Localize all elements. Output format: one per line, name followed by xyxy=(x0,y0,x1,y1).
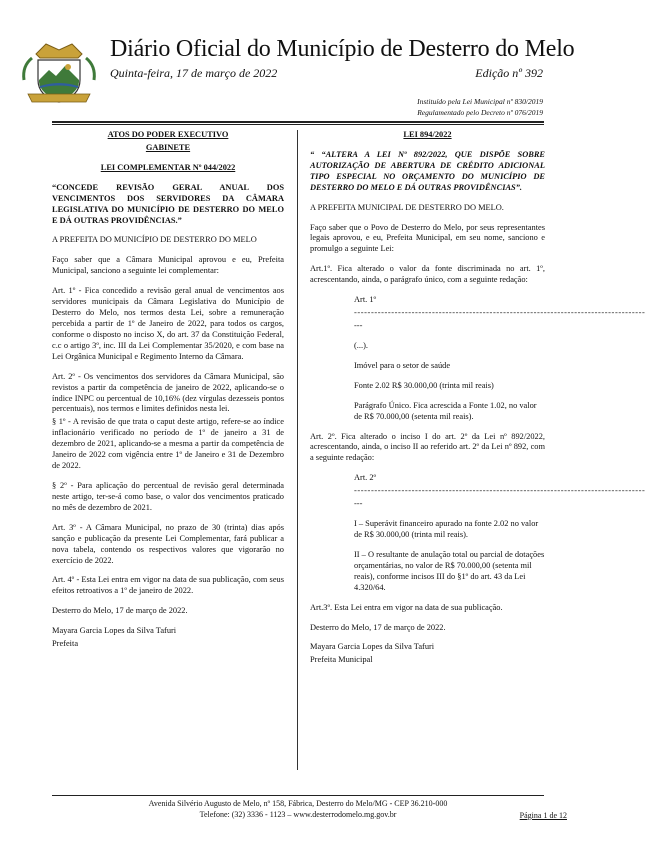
signing-place-date: Desterro do Melo, 17 de março de 2022. xyxy=(52,606,188,616)
quoted-article-1-label: Art. 1º xyxy=(354,295,377,305)
issue-date: Quinta-feira, 17 de março de 2022 xyxy=(110,66,278,80)
header-divider-thin xyxy=(52,124,544,125)
section-subtitle: GABINETE xyxy=(145,142,191,152)
municipal-coat-of-arms-icon xyxy=(18,36,100,108)
expense-item: Imóvel para o setor de saúde xyxy=(354,360,451,370)
dashed-line: -------------------------------------------------------------------------------------- xyxy=(354,308,645,318)
footer-contact: Telefone: (32) 3336 - 1123 – www.desterrodomelo.mg.gov.br xyxy=(199,810,397,819)
signer-name: Mayara Garcia Lopes da Silva Tafuri xyxy=(310,642,435,652)
page-number: Página 1 de 12 xyxy=(519,811,567,820)
signing-place-date: Desterro do Melo, 17 de março de 2022. xyxy=(310,622,446,632)
article-2-paragraph-1: § 1º - A revisão de que trata o caput deste artigo, refere-se ao índice inflacionário verificado no período de 1º de janeiro a 31 de dezembro de 2021, aplicando-se a mesma a partir da competência de Janeiro de 2022 com vigência entre 1º de Janeiro e 31 de Dezembro de 2022. xyxy=(52,417,284,471)
quoted-article-2-label: Art. 2º xyxy=(354,473,377,483)
dashed-line-end: --- xyxy=(354,499,363,509)
mayor-intro: A PREFEITA MUNICIPAL DE DESTERRO DO MELO. xyxy=(310,202,504,212)
signer-role: Prefeita xyxy=(52,639,79,649)
sole-paragraph: Parágrafo Único. Fica acrescida a Fonte 1.02, no valor de R$ 70.000,00 (setenta mil reais). xyxy=(354,400,537,421)
section-title: ATOS DO PODER EXECUTIVO xyxy=(107,130,229,139)
law-title: LEI 894/2022 xyxy=(403,130,452,139)
journal-title: Diário Oficial do Município de Desterro do Melo xyxy=(110,36,575,62)
enactment-clause: Faço saber que o Povo de Desterro do Melo, por seus representantes legais aprovou, e eu, Prefeita Municipal, em seu nome, sanciono e promulgo a seguinte Lei: xyxy=(310,222,545,254)
item-ii: II – O resultante de anulação total ou parcial de dotações orçamentárias, no valor de R$ 70.000,00 (setenta mil reais), conforme incisos III do §1º do art. 43 da Lei 4.320/64. xyxy=(354,549,545,592)
mayor-intro: A PREFEITA DO MUNICÍPIO DE DESTERRO DO MELO xyxy=(52,235,257,245)
dashed-line: -------------------------------------------------------------------------------------- xyxy=(354,486,645,496)
article-2: Art. 2º - Os vencimentos dos servidores da Câmara Municipal, são revistos a partir da competência de janeiro de 2022, aplicando-se o índice INPC ou percentual de 10,16% (dez vírgulas dezesseis pontos percentuais), nos termos e limites definidos nesta lei. xyxy=(52,371,284,414)
institution-law: Instituído pela Lei Municipal nº 830/2019 xyxy=(417,97,543,106)
law-title: LEI COMPLEMENTAR Nº 044/2022 xyxy=(100,162,236,172)
footer-address: Avenida Silvério Augusto de Melo, nº 158, Fábrica, Desterro do Melo/MG - CEP 36.210-000 xyxy=(148,799,448,808)
source-line: Fonte 2.02 R$ 30.000,00 (trinta mil reais) xyxy=(354,380,494,390)
signer-name: Mayara Garcia Lopes da Silva Tafuri xyxy=(52,626,177,636)
article-3: Art. 3º - A Câmara Municipal, no prazo de 30 (trinta) dias após sanção e publicação da presente Lei Complementar, fará publicar a nova tabela, contendo os respectivos valores que vigorarão no exercício de 2022. xyxy=(52,522,284,565)
ellipsis: (...). xyxy=(354,340,368,350)
article-1: Art.1º. Fica alterado o valor da fonte discriminada no art. 1º, acrescentando, ainda, o parágrafo único, com a seguinte redação: xyxy=(310,264,545,285)
regulation-decree: Regulamentado pelo Decreto nº 076/2019 xyxy=(417,108,543,117)
header-divider xyxy=(52,121,544,123)
column-divider xyxy=(297,130,298,770)
edition-number: Edição nº 392 xyxy=(475,66,543,80)
article-2: Art. 2º. Fica alterado o inciso I do art. 2º da Lei nº 892/2022, acrescentando, ainda, o inciso II ao referido art. 2º da Lei nº 892, com a seguinte redação: xyxy=(310,431,545,463)
left-column xyxy=(52,130,284,659)
article-3: Art.3º. Esta Lei entra em vigor na data de sua publicação. xyxy=(310,602,503,612)
law-summary: “CONCEDE REVISÃO GERAL ANUAL DOS VENCIMENTOS DOS SERVIDORES DA CÂMARA LEGISLATIVA DO MUNICÍPIO DE DESTERRO DO MELO E DÁ OUTRAS PROVIDÊNCIAS.” xyxy=(52,182,284,225)
signer-role: Prefeita Municipal xyxy=(310,655,373,665)
footer-divider xyxy=(52,795,544,796)
item-i: I – Superávit financeiro apurado na fonte 2.02 no valor de R$ 30.000,00 (trinta mil reais). xyxy=(354,519,539,539)
law-summary: “ “ALTERA A LEI Nº 892/2022, QUE DISPÕE SOBRE AUTORIZAÇÃO DE ABERTURA DE CRÉDITO ADICIONAL TIPO ESPECIAL NO ORÇAMENTO DO MUNICÍPIO DE DESTERRO DO MELO E DÁ OUTRAS PROVIDÊNCIAS”. xyxy=(310,149,545,192)
enactment-clause: Faço saber que a Câmara Municipal aprovou e eu, Prefeita Municipal, sanciono a seguinte lei complementar: xyxy=(52,255,284,276)
article-2-paragraph-2: § 2º - Para aplicação do percentual de revisão geral determinada neste artigo, ter-se-á como base, o valor dos vencimentos praticado no mês de dezembro de 2021. xyxy=(52,480,284,512)
right-column xyxy=(310,130,645,675)
dashed-line-end: --- xyxy=(354,320,363,330)
article-1: Art. 1º - Fica concedido a revisão geral anual de vencimentos aos servidores municipais da Câmara Legislativa do Município de Desterro do Melo, nos termos desta Lei, sobre a remuneração percebida a partir de 1º de Janeiro de 2022, para todos os cargos, conforme o disposto no inciso X, do art. 37 da Constituição Federal, c.c o artigo 3º, inc. III da Lei Complementar 35/2020, e com base na Lei Orgânica Municipal e Regimento Interno da Câmara. xyxy=(52,286,284,361)
article-4: Art. 4º - Esta Lei entra em vigor na data de sua publicação, com seus efeitos retroativos a 1º de janeiro de 2022. xyxy=(52,575,284,596)
